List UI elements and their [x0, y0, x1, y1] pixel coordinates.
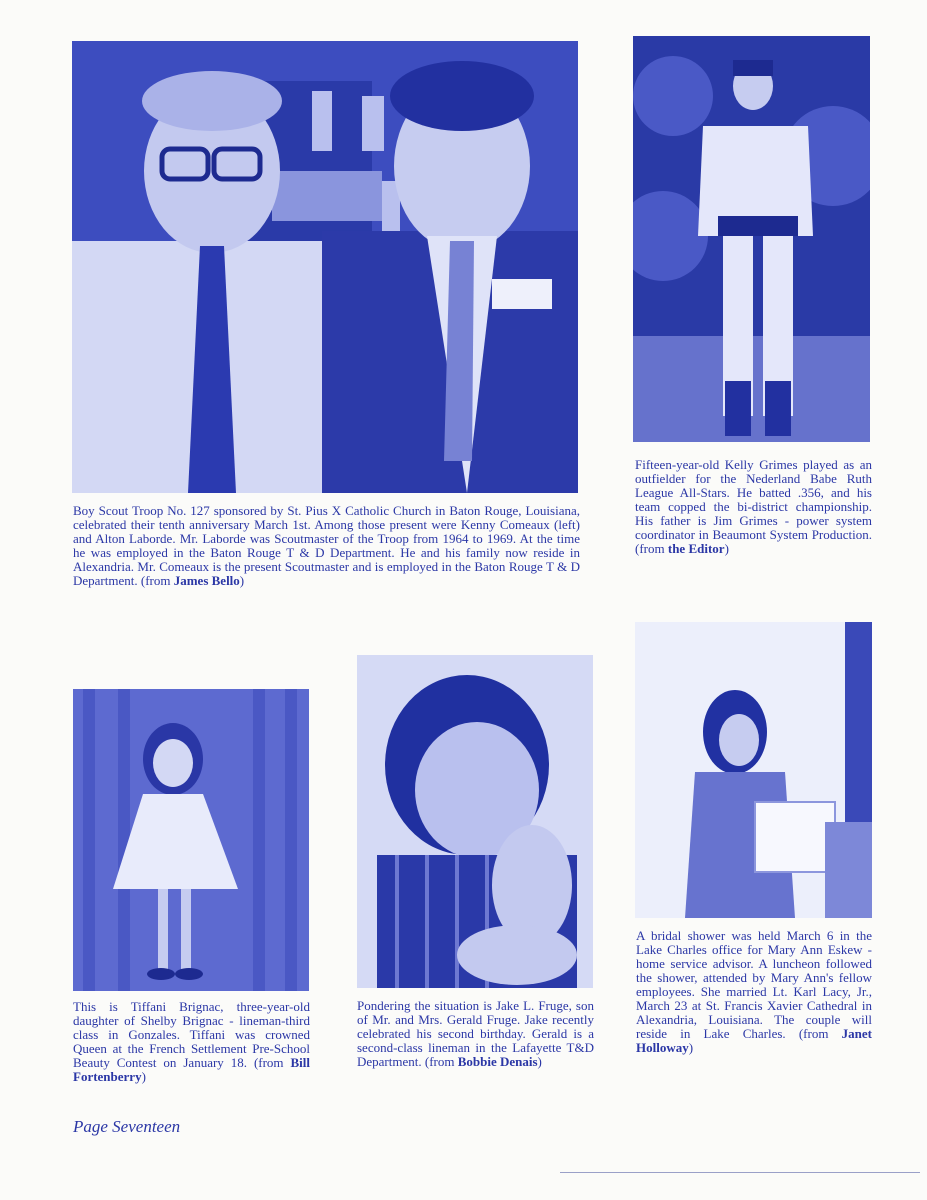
- caption-bridal-shower-source: Janet Holloway: [636, 1026, 872, 1055]
- caption-scout-leaders-text: Boy Scout Troop No. 127 sponsored by St. Pius X Catholic Church in Baton Rouge, Louisiana, celebrated their tenth anniversary March 1st. Among those present were Kenny Comeaux (left) and Alton Laborde. Mr. Laborde was Scoutmaster of the Troop from 1964 to 1969. At the time he was employed in the Baton Rouge T & D Department. He and his family now reside in Alexandria. Mr. Comeaux is the present Scoutmaster and is employed in the Baton Rouge T & D Department. (from: [73, 503, 580, 588]
- tiffani-brignac-illustration: [73, 689, 309, 991]
- caption-kelly-grimes-text: Fifteen-year-old Kelly Grimes played as an outfielder for the Nederland Babe Ruth League All-Stars. He batted .356, and his team copped the bi-district championship. His father is Jim Grimes - power system coordinator in Beaumont System Production. (from: [635, 457, 872, 556]
- caption-jake-fruge-source: Bobbie Denais: [457, 1054, 538, 1069]
- caption-bridal-shower: [636, 929, 872, 1055]
- caption-scout-leaders: [73, 504, 580, 588]
- caption-jake-fruge-text: Pondering the situation is Jake L. Fruge, son of Mr. and Mrs. Gerald Fruge. Jake recently celebrated his second birthday. Gerald is a second-class lineman in the Lafayette T&D Department. (from: [357, 998, 594, 1069]
- bridal-shower-illustration: [635, 622, 872, 918]
- scout-leaders-illustration: [72, 41, 578, 493]
- caption-kelly-grimes: [635, 458, 872, 556]
- caption-kelly-grimes-source: the Editor: [667, 541, 725, 556]
- kelly-grimes-illustration: [633, 36, 870, 442]
- bottom-rule: [560, 1172, 920, 1173]
- caption-bridal-shower-close: ): [688, 1040, 694, 1055]
- caption-tiffani-brignac: [73, 1000, 310, 1084]
- jake-fruge-illustration: [357, 655, 593, 988]
- photo-scout-leaders: [72, 41, 578, 493]
- caption-jake-fruge: [357, 999, 594, 1069]
- caption-tiffani-brignac-text: This is Tiffani Brignac, three-year-old daughter of Shelby Brignac - lineman-third class in Gonzales. Tiffani was crowned Queen at the French Settlement Pre-School Beauty Contest on January 18. (from: [73, 999, 310, 1070]
- caption-bridal-shower-text: A bridal shower was held March 6 in the Lake Charles office for Mary Ann Eskew - home service advisor. A luncheon followed the shower, attended by Mary Ann's fellow employees. She married Lt. Karl Lacy, Jr., March 23 at St. Francis Xavier Cathedral in Alexandria, Louisiana. The couple will reside in Lake Charles. (from: [636, 928, 872, 1041]
- page-number: Page Seventeen: [73, 1117, 181, 1136]
- photo-kelly-grimes: [633, 36, 870, 442]
- caption-scout-leaders-close: ): [239, 573, 245, 588]
- caption-jake-fruge-close: ): [537, 1054, 542, 1069]
- caption-tiffani-brignac-close: ): [141, 1069, 146, 1084]
- photo-jake-fruge: [357, 655, 593, 988]
- caption-tiffani-brignac-source: Bill Fortenberry: [73, 1055, 310, 1084]
- caption-kelly-grimes-close: ): [724, 541, 729, 556]
- caption-scout-leaders-source: James Bello: [173, 573, 240, 588]
- photo-bridal-shower: [635, 622, 872, 918]
- photo-tiffani-brignac: [73, 689, 309, 991]
